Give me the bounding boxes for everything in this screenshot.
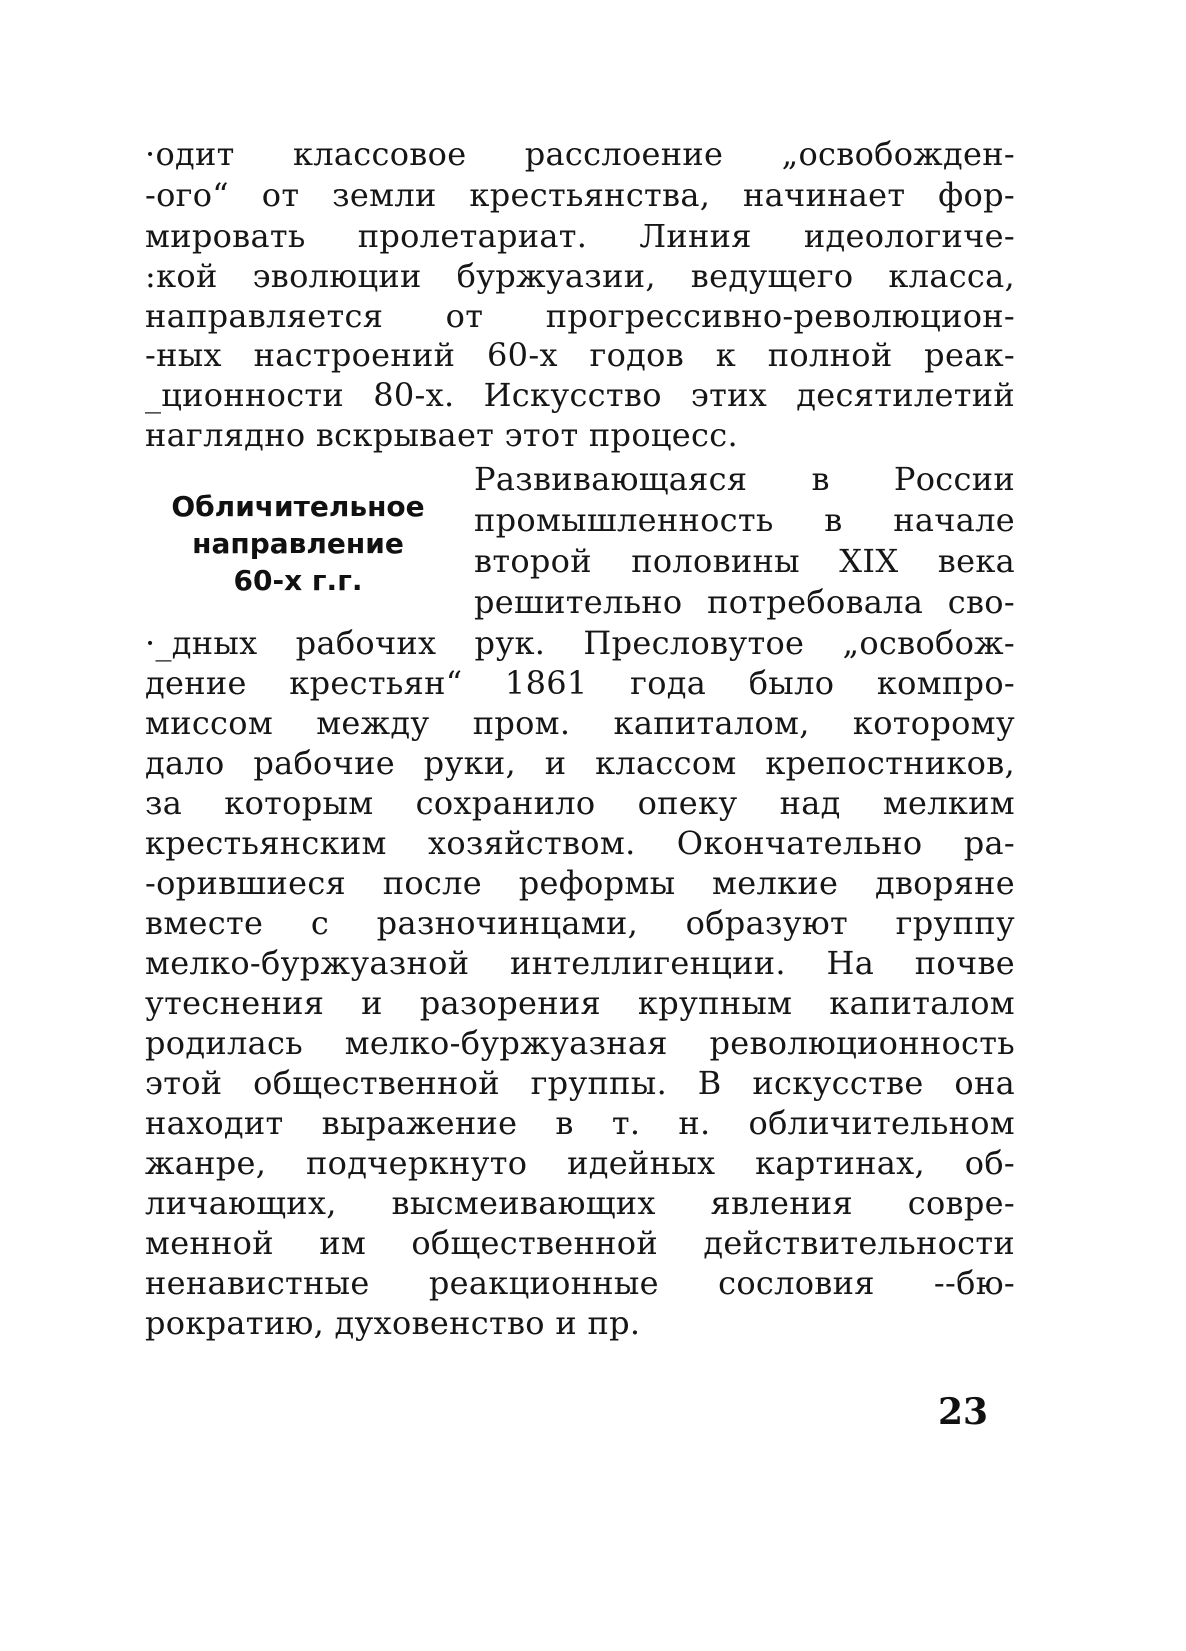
text-line: направляется от прогрессивно-революцион- xyxy=(145,297,1015,335)
page-number: 23 xyxy=(938,1391,989,1433)
side-heading-line: направление xyxy=(192,527,404,560)
text-line: родилась мелко-буржуазная революционность xyxy=(145,1024,1015,1062)
section-side-heading xyxy=(140,488,456,599)
text-line: ненавистные реакционные сословия --бю- xyxy=(145,1264,1015,1302)
text-line: наглядно вскрывает этот процесс. xyxy=(145,416,738,454)
text-line: Развивающаяся в России xyxy=(474,460,1015,498)
text-line: мелко-буржуазной интеллигенции. На почве xyxy=(145,944,1015,982)
text-line: ·одит классовое расслоение „освобожден- xyxy=(145,135,1015,173)
text-line: менной им общественной действительности xyxy=(145,1224,1015,1262)
text-line: этой общественной группы. В искусстве она xyxy=(145,1064,1015,1102)
text-line: второй половины XIX века xyxy=(474,542,1015,580)
text-line: жанре, подчеркнуто идейных картинах, об- xyxy=(145,1144,1015,1182)
text-line: промышленность в начале xyxy=(474,501,1015,539)
side-heading-line: Обличительное xyxy=(171,490,425,523)
text-line: _ционности 80-х. Искусство этих десятилетий xyxy=(145,376,1015,414)
text-line: -ных настроений 60-х годов к полной реак- xyxy=(145,336,1015,374)
text-line: находит выражение в т. н. обличительном xyxy=(145,1104,1015,1142)
text-line: личающих, высмеивающих явления совре- xyxy=(145,1184,1015,1222)
text-line: решительно потребовала сво- xyxy=(474,583,1015,621)
text-line: -орившиеся после реформы мелкие дворяне xyxy=(145,864,1015,902)
text-line: :кой эволюции буржуазии, ведущего класса, xyxy=(145,257,1015,295)
text-line: -ого“ от земли крестьянства, начинает фор- xyxy=(145,176,1015,214)
text-line: крестьянским хозяйством. Окончательно ра- xyxy=(145,824,1015,862)
text-line: мировать пролетариат. Линия идеологиче- xyxy=(145,217,1015,255)
text-line: утеснения и разорения крупным капиталом xyxy=(145,984,1015,1022)
text-line: дение крестьян“ 1861 года было компро- xyxy=(145,664,1015,702)
text-line: рократию, духовенство и пр. xyxy=(145,1304,641,1342)
text-line: миссом между пром. капиталом, которому xyxy=(145,704,1015,742)
text-line: вместе с разночинцами, образуют группу xyxy=(145,904,1015,942)
text-line: дало рабочие руки, и классом крепостников, xyxy=(145,744,1015,782)
text-line: за которым сохранило опеку над мелким xyxy=(145,784,1015,822)
text-line: ·_дных рабочих рук. Пресловутое „освобож- xyxy=(145,624,1015,662)
side-heading-line: 60-х г.г. xyxy=(233,564,363,597)
